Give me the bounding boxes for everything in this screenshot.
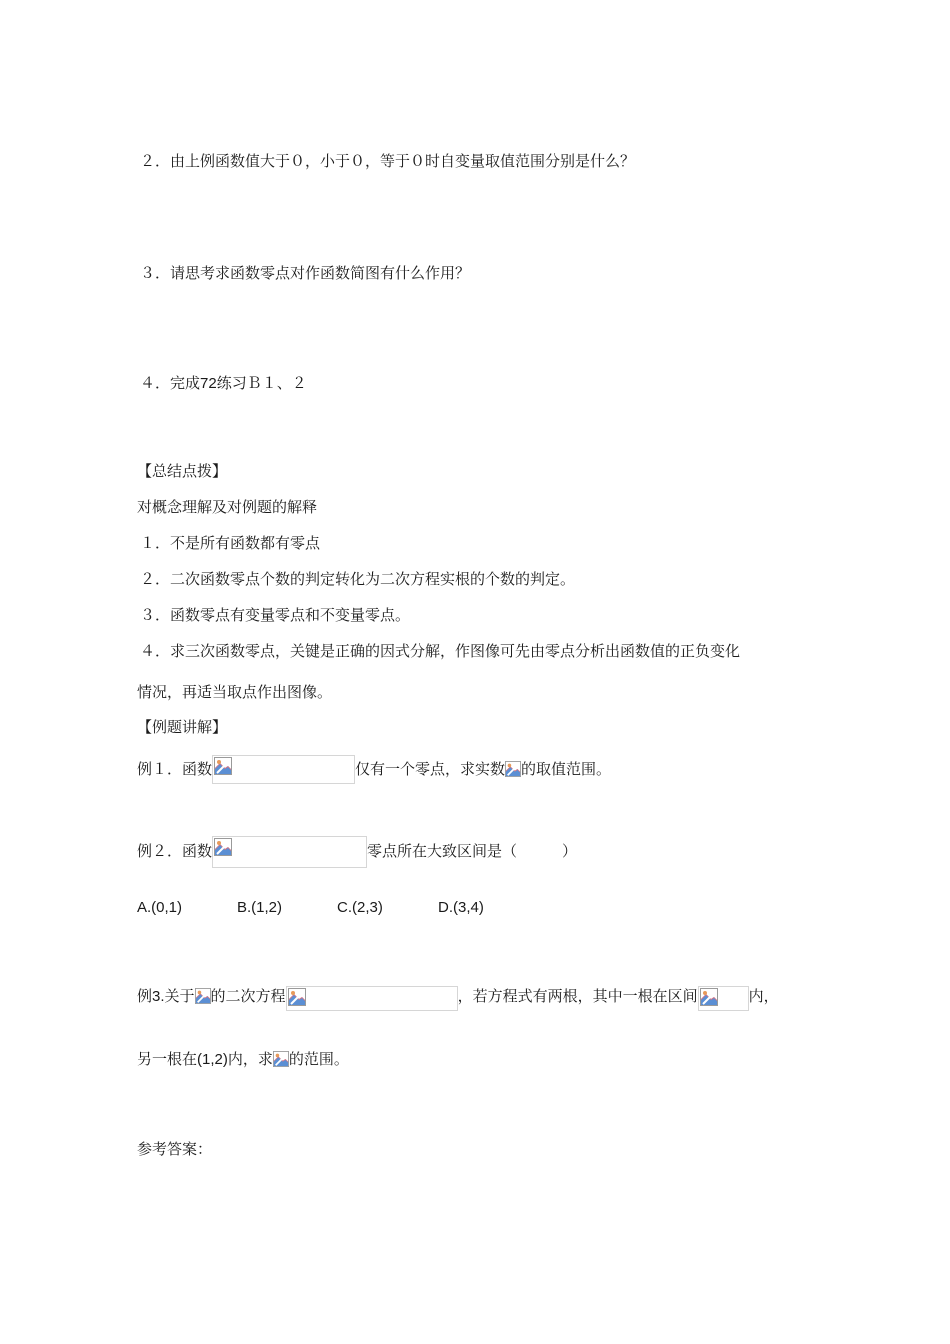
example-1 xyxy=(137,754,611,784)
q4-suffix: 练习Ｂ１、２ xyxy=(216,374,307,392)
ex2-formula-image xyxy=(212,836,367,868)
ex3-text-a: 例 xyxy=(137,987,153,1005)
question-3: ３．请思考求函数零点对作函数简图有什么作用？ xyxy=(140,264,471,282)
summary-point-4-cont: 情况，再适当取点作出图像。 xyxy=(137,683,333,701)
ex2-option-d: D.(3,4) xyxy=(438,899,484,916)
summary-point-2: ２．二次函数零点个数的判定转化为二次方程实根的个数的判定。 xyxy=(140,570,576,588)
ex1-text-b: 仅有一个零点，求实数 xyxy=(355,760,506,778)
summary-point-1: １．不是所有函数都有零点 xyxy=(140,534,321,552)
examples-heading: 【例题讲解】 xyxy=(137,718,228,736)
q4-page-number: 72 xyxy=(200,375,217,392)
broken-image-icon xyxy=(273,1051,289,1067)
ex3-line2-text-c: 的范围。 xyxy=(288,1050,349,1068)
broken-image-icon xyxy=(505,761,521,777)
summary-point-3: ３．函数零点有变量零点和不变量零点。 xyxy=(140,606,411,624)
ex2-option-c: C.(2,3) xyxy=(337,899,383,916)
ex3-interval-image xyxy=(698,986,749,1011)
ex2-options xyxy=(137,897,537,919)
broken-image-icon xyxy=(214,838,232,856)
example-3 xyxy=(137,982,779,1010)
broken-image-icon xyxy=(214,757,232,775)
ex2-text-b: 零点所在大致区间是（ ） xyxy=(367,842,578,860)
ex3-text-c: 的二次方程 xyxy=(210,987,286,1005)
ex3-text-b: 关于 xyxy=(164,987,195,1005)
ex3-number: 3. xyxy=(152,988,165,1005)
ex3-line2-text-b: 内，求 xyxy=(227,1050,273,1068)
broken-image-icon xyxy=(700,988,718,1006)
summary-point-4: ４．求三次函数零点，关键是正确的因式分解，作图像可先由零点分析出函数值的正负变化 xyxy=(140,642,741,660)
ex3-line2-text-a: 另一根在 xyxy=(137,1050,198,1068)
ex1-formula-image xyxy=(212,755,355,784)
broken-image-icon xyxy=(288,988,306,1006)
ex2-option-b: B.(1,2) xyxy=(237,899,283,916)
ex3-text-e: 内， xyxy=(748,987,779,1005)
summary-intro: 对概念理解及对例题的解释 xyxy=(137,498,318,516)
summary-heading: 【总结点拨】 xyxy=(137,462,228,480)
example-3-line-2 xyxy=(137,1047,349,1071)
ex1-text-c: 的取值范围。 xyxy=(521,760,612,778)
question-2: ２．由上例函数值大于０，小于０，等于０时自变量取值范围分别是什么？ xyxy=(140,152,636,170)
ex3-equation-image xyxy=(286,986,458,1011)
broken-image-icon xyxy=(195,988,211,1004)
example-2 xyxy=(137,834,577,868)
answers-heading: 参考答案： xyxy=(137,1140,213,1158)
q4-prefix: ４．完成 xyxy=(140,374,201,392)
question-4 xyxy=(140,372,307,395)
ex2-option-a: A.(0,1) xyxy=(137,899,183,916)
ex3-line2-interval: (1,2) xyxy=(197,1051,228,1068)
ex2-text-a: 例２．函数 xyxy=(137,842,213,860)
ex3-text-d: ，若方程式有两根，其中一根在区间 xyxy=(457,987,698,1005)
ex1-text-a: 例１．函数 xyxy=(137,760,213,778)
